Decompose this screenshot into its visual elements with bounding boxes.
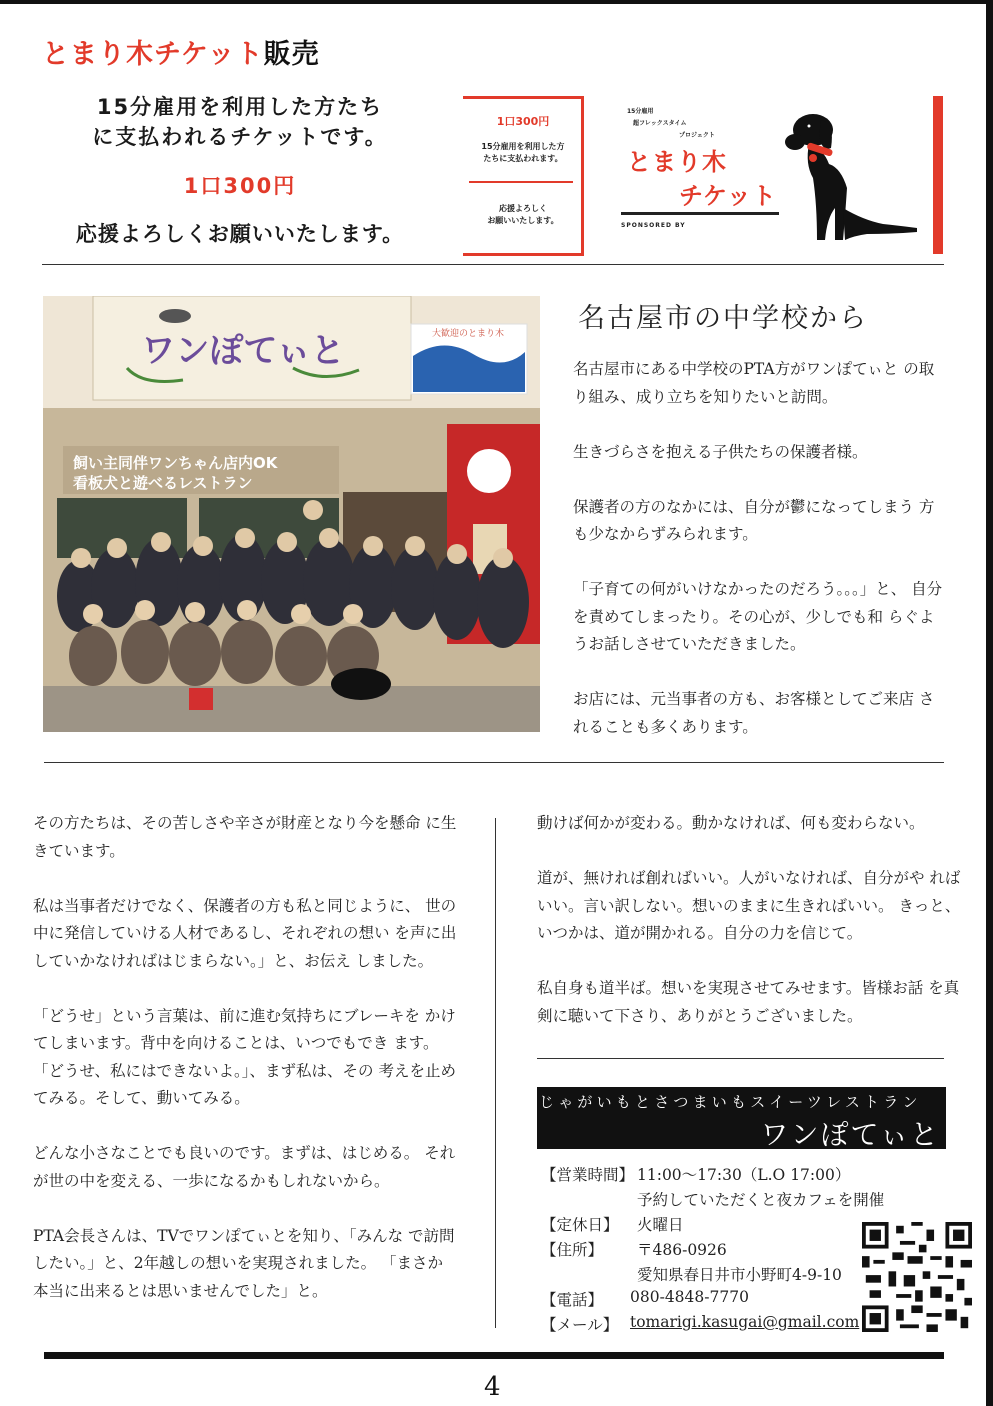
ticket-sponsored: SPONSORED BY: [621, 222, 686, 229]
ticket-divider: [469, 181, 573, 183]
ticket-image: [463, 96, 945, 254]
dog-icon: [783, 108, 923, 246]
column-paragraph: 「どうせ」という言葉は、前に進む気持ちにブレーキを かけてしまいます。背中を向けることは、いつでもでき ます。「どうせ、私にはできないよ。」、まず私は、その 考えを止めてみる。そして、動いてみる。: [33, 1006, 456, 1107]
ticket-price: 1口300円: [496, 115, 550, 128]
phone-value: 080-4848-7770: [630, 1288, 749, 1306]
ticket-name-2: チケット: [679, 182, 777, 210]
title-red: とまり木チケット: [42, 39, 264, 70]
banner-text: 大歓迎のとまり木: [431, 329, 505, 339]
ticket-underline: [621, 212, 779, 215]
section-paragraph: 「子育ての何がいけなかったのだろう。。。」と、 自分を責めてしまったり。その心が、少しでも和 らぐようお話しさせていただきました。: [573, 580, 943, 653]
shop-line-1: 飼い主同伴ワンちゃん店内OK: [73, 454, 278, 472]
ticket-name-1: とまり木: [627, 148, 727, 176]
ticket-small-2: 超フレックスタイム: [633, 120, 687, 127]
ticket-stub: [463, 96, 584, 256]
intro-line-2: に支払われるチケットです。: [92, 125, 388, 149]
footer-bar: [44, 1352, 944, 1359]
shop-line-2: 看板犬と遊べるレストラン: [73, 474, 253, 492]
intro-support: 応援よろしくお願いいたします。: [75, 222, 405, 246]
left-column: [33, 810, 458, 1333]
column-paragraph: その方たちは、その苦しさや辛さが財産となり今を懸命 に生きています。: [33, 814, 457, 860]
section-paragraph: お店には、元当事者の方も、お客様としてご来店 されることも多くあります。: [573, 690, 935, 736]
restaurant-name: ワンぽてぃと: [760, 1118, 940, 1151]
phone-label: 【電話】: [541, 1291, 604, 1309]
column-paragraph: PTA会長さんは、TVでワンぽてぃとを知り、「みんな で訪問したい。」と、2年越しの想いを実現されました。 「まさか本当に出来るとは思いませんでした」と。: [33, 1226, 455, 1300]
section-body: [573, 356, 948, 769]
ticket-desc: [469, 141, 577, 165]
intro-price: 1口300円: [183, 174, 297, 198]
closed-label: 【定休日】: [541, 1216, 619, 1234]
column-separator: [495, 818, 496, 1328]
title-black: 販売: [263, 39, 320, 70]
postal-code: 〒486-0926: [637, 1241, 727, 1259]
hours-label: 【営業時間】: [541, 1166, 635, 1184]
right-column: [537, 810, 962, 1058]
page-number: 4: [484, 1372, 501, 1402]
address-value: 愛知県春日井市小野町4-9-10: [637, 1266, 842, 1284]
divider-1: [42, 264, 944, 265]
page-frame-right: [986, 0, 993, 1406]
hours-value: 11:00〜17:30（L.O 17:00）: [637, 1166, 851, 1184]
section-paragraph: 生きづらさを抱える子供たちの保護者様。: [573, 442, 868, 461]
ticket-support-2: お願いいたします。: [487, 216, 559, 225]
column-paragraph: 動けば何かが変わる。動かなければ、何も変わらない。: [537, 814, 925, 832]
hours-note: 予約していただくと夜カフェを開催: [637, 1191, 885, 1209]
column-paragraph: 私自身も道半ば。想いを実現させてみせます。皆様お話 を真剣に聴いて下さり、ありがとうございました。: [537, 979, 960, 1025]
ticket-main: [587, 96, 943, 254]
ticket-desc-2: たちに支払われます。: [483, 154, 563, 163]
sign-text: ワンぽてぃと: [141, 331, 345, 371]
section-title: 名古屋市の中学校から: [578, 303, 868, 334]
restaurant-subtitle: じゃがいもとさつまいもスイーツレストラン: [539, 1093, 922, 1111]
qr-code-icon: [862, 1222, 972, 1332]
ticket-desc-1: 15分雇用を利用した方: [481, 142, 565, 151]
mail-link[interactable]: tomarigi.kasugai@gmail.com: [630, 1313, 860, 1331]
restaurant-name-box: [537, 1087, 946, 1149]
column-paragraph: どんな小さなことでも良いのです。まずは、はじめる。 それが世の中を変える、一歩になるかもしれないから。: [33, 1144, 456, 1190]
ticket-red-bar: [933, 96, 943, 254]
ticket-small-3: プロジェクト: [679, 132, 715, 139]
ticket-intro: [60, 92, 420, 248]
column-paragraph: 私は当事者だけでなく、保護者の方も私と同じように、 世の中に発信していける人材であるし、それぞれの想い を声に出していかなければはじまらない。」と、お伝え しました。: [33, 896, 457, 970]
divider-2: [44, 762, 944, 763]
restaurant-divider: [537, 1058, 944, 1059]
mail-label: 【メール】: [541, 1316, 619, 1334]
address-label: 【住所】: [541, 1241, 604, 1259]
page-title: [42, 32, 320, 71]
section-paragraph: 保護者の方のなかには、自分が鬱になってしまう 方も少なからずみられます。: [573, 497, 935, 543]
section-paragraph: 名古屋市にある中学校のPTA方がワンぽてぃと の取り組み、成り立ちを知りたいと訪問。: [573, 360, 935, 406]
column-paragraph: 道が、無ければ創ればいい。人がいなければ、自分がや ればいい。言い訳しない。想いのままに生きればいい。 きっと、いつかは、道が開かれる。自分の力を信じて。: [537, 869, 961, 942]
group-photo-illustration: [43, 296, 540, 732]
ticket-small-1: 15分雇用: [627, 108, 654, 115]
page-frame-top: [0, 0, 993, 4]
ticket-support-1: 応援よろしく: [499, 204, 547, 213]
group-photo: [43, 296, 540, 732]
ticket-support: [469, 203, 577, 227]
closed-value: 火曜日: [637, 1216, 684, 1234]
intro-line-1: 15分雇用を利用した方たち: [96, 95, 384, 119]
